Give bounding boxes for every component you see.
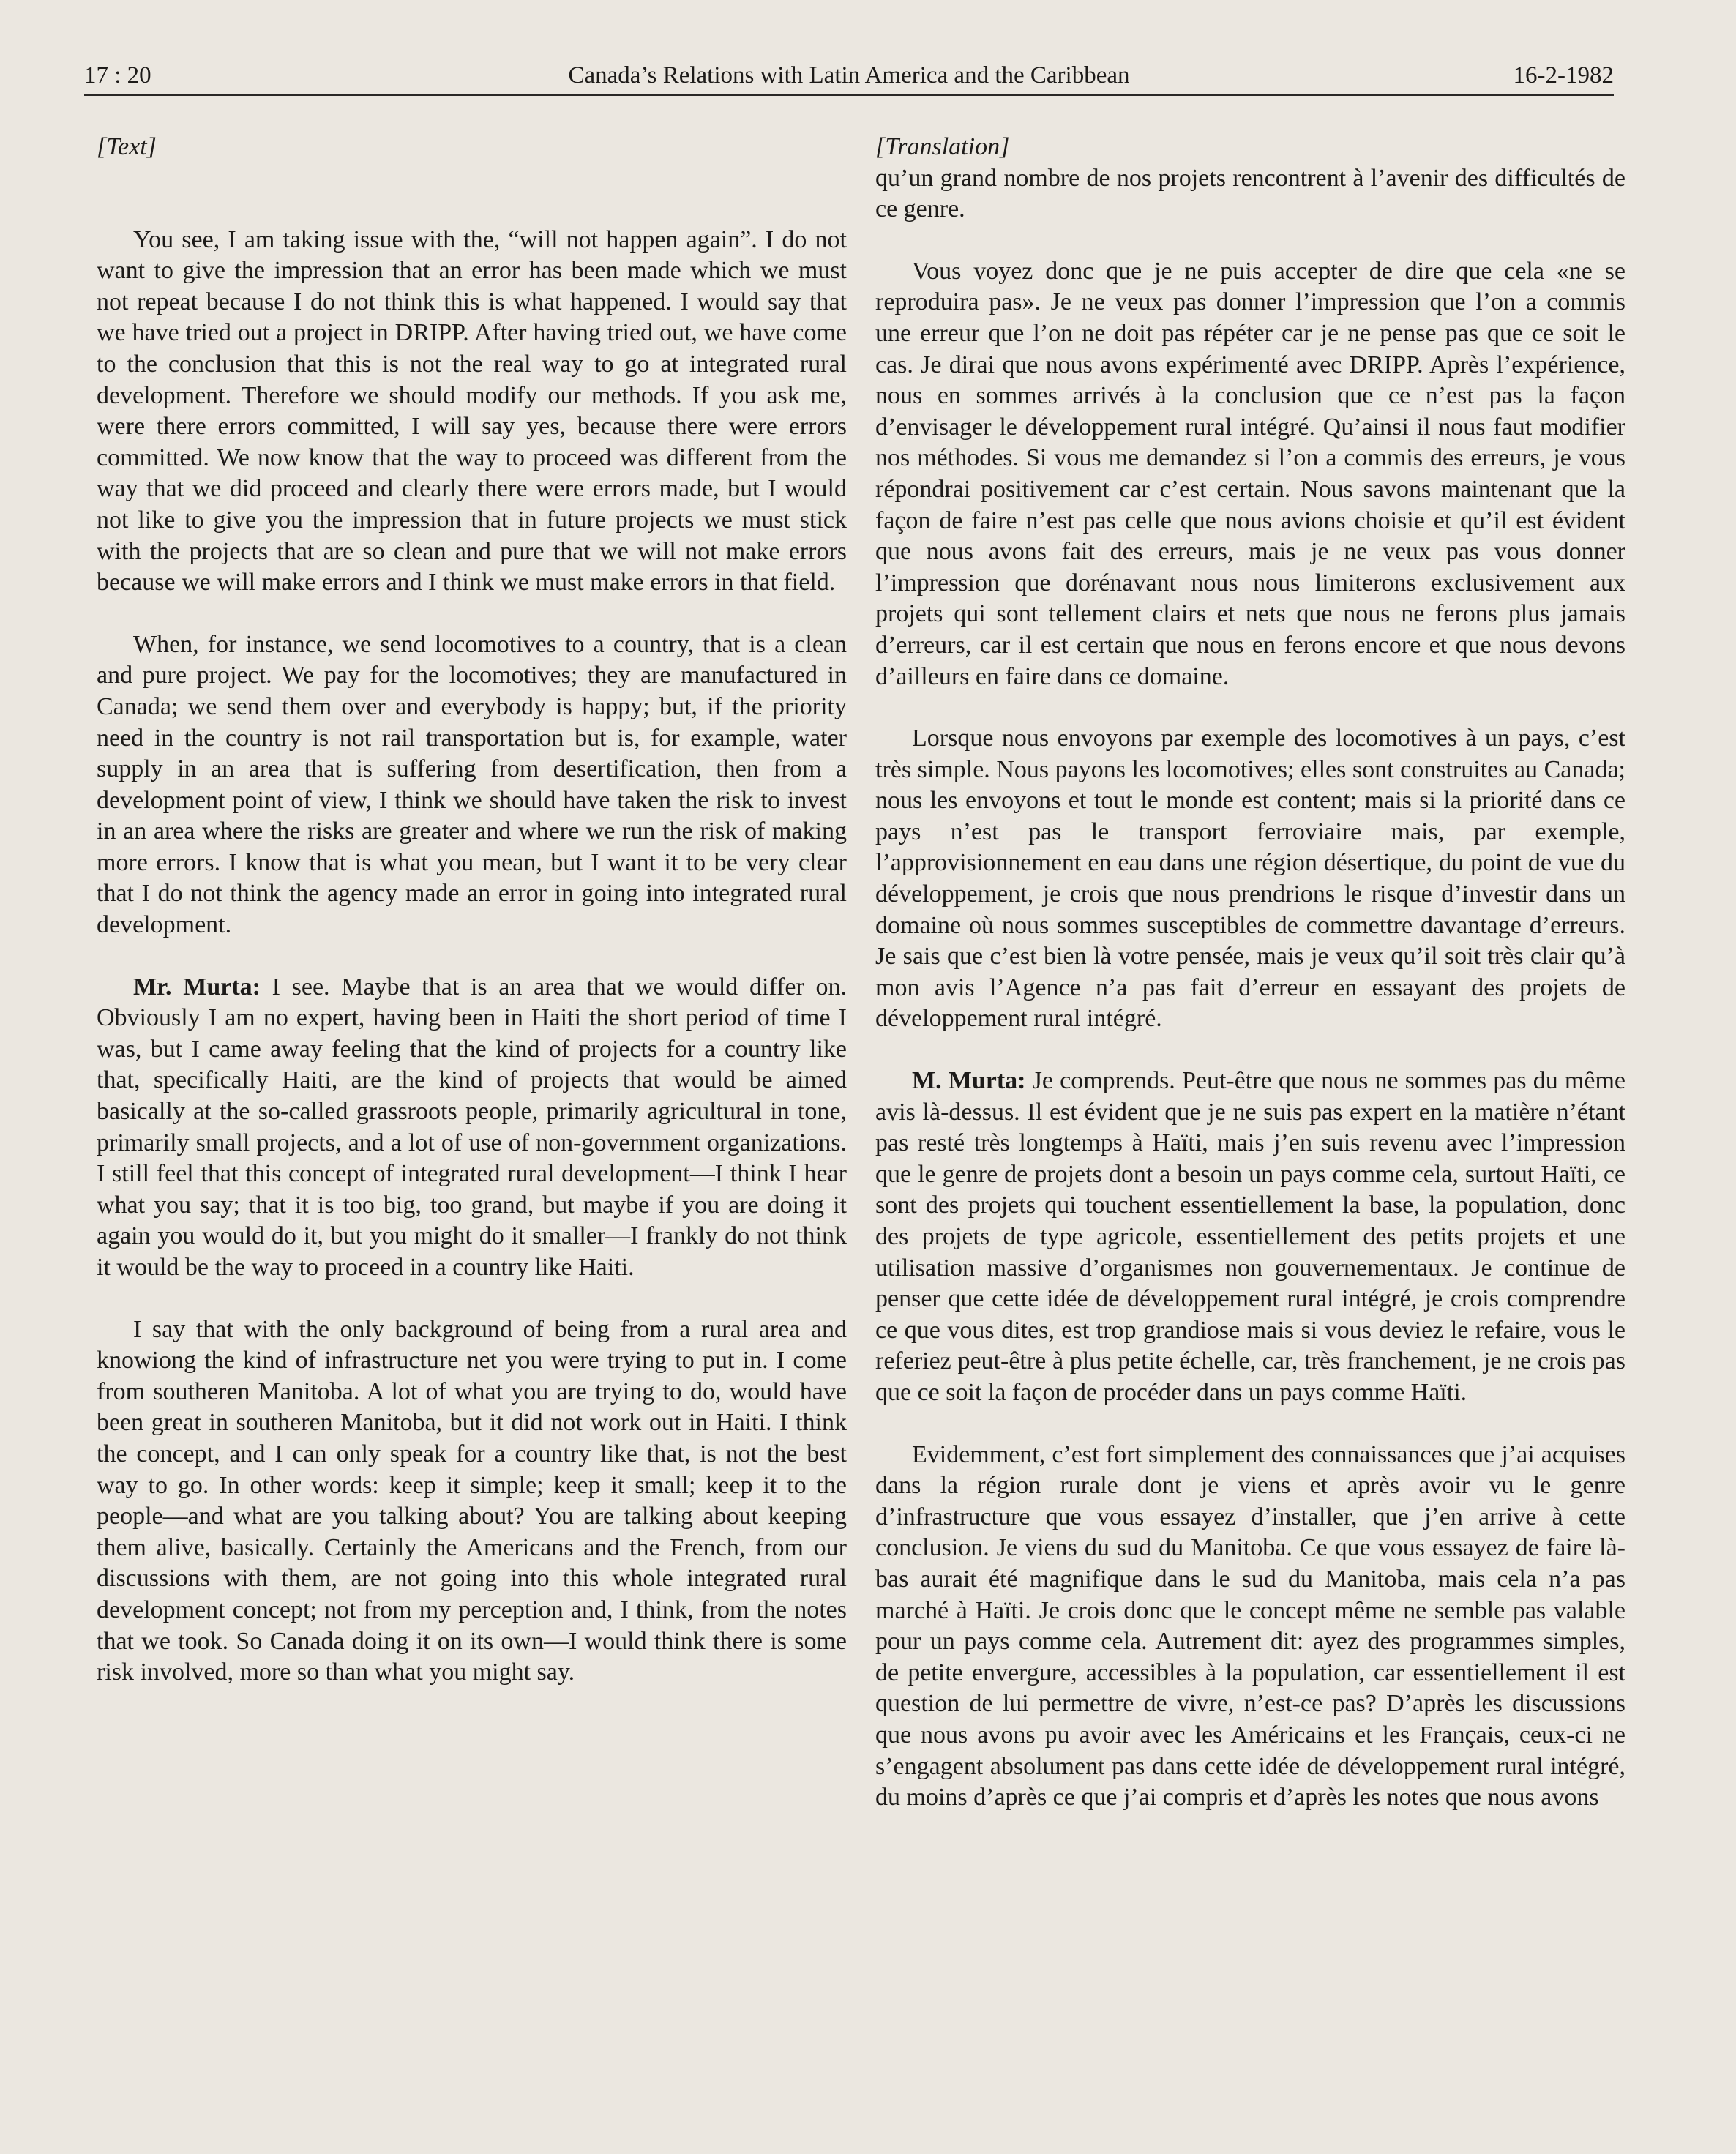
paragraph: Vous voyez donc que je ne puis accepter de dire que cela «ne se reproduira pas». Je ne veux pas donner l’impression que l’on a commis une erreur que l’on ne doit pas répéter car je ne pense pas que ce soit le cas. Je dirai que nous avons expérimenté avec DRIPP. Après l’expérience, nous en sommes arrivés à la conclusion que ce n’est pas la façon d’envisager le développement rural intégré. Qu’ainsi il nous faut modifier nos méthodes. Si vous me demandez si l’on a commis des erreurs, je vous répondrai positivement car c’est certain. Nous savons maintenant que la façon de faire n’est pas celle que nous avions choisie et qu’il est évident que nous avons fait des erreurs, mais je ne veux pas vous donner l’impression que dorénavant nous nous limiterons exclusivement aux projets qui sont tellement clairs et nets que nous ne ferons plus jamais d’erreurs, car il est certain que nous en ferons encore et que nous devons d’ailleurs en faire dans ce domaine. <box>875 257 1625 690</box>
speech-text: I see. Maybe that is an area that we would differ on. Obviously I am no expert, having been in Haiti the short period of time I was, but I came away feeling that the kind of projects for a country like that, specifically Haiti, are the kind of projects that would be aimed basically at the so-called grassroots people, primarily agricultural in tone, primarily small projects, and a lot of use of non-government organizations. I still feel that this concept of integrated rural development—I think I hear what you say; that it is too big, too grand, but maybe if you are doing it again you would do it, but you might do it smaller—I frankly do not think it would be the way to proceed in a country like Haiti. <box>97 973 848 1281</box>
speaker-name: Mr. Murta: <box>133 973 261 1001</box>
speaker-name: M. Murta: <box>912 1067 1026 1095</box>
right-column <box>875 132 1625 1844</box>
paragraph <box>875 1066 1625 1409</box>
paragraph: Evidemment, c’est fort simplement des connaissances que j’ai acquises dans la région rurale dont je viens et après avoir vu le genre d’infrastructure que vous essayez d’installer, que j’en arrive à cette conclusion. Je viens du sud du Manitoba. Ce que vous essayez de faire là-bas aurait été magnifique dans le sud du Manitoba, mais cela n’a pas marché à Haïti. Je crois donc que le concept même ne semble pas valable pour un pays comme cela. Autrement dit: ayez des programmes simples, de petite envergure, accessibles à la population, car essentiellement il est question de lui permettre de vivre, n’est-ce pas? D’après les discussions que nous avons pu avoir avec les Américains et les Français, ceux-ci ne s’engagent absolument pas dans cette idée de développement rural intégré, du moins d’après ce que j’ai compris et d’après les notes que nous avons <box>875 1440 1625 1811</box>
page-number: 17 : 20 <box>84 62 151 89</box>
language-label: [Translation] <box>875 133 1010 160</box>
header-rule <box>84 94 1614 96</box>
paragraph: I say that with the only background of being from a rural area and knowiong the kind of infrastructure net you were trying to put in. I come from southeren Manitoba. A lot of what you are trying to do, would have been great in southeren Manitoba, but it did not work out in Haiti. I think the concept, and I can only speak for a country like that, is not the best way to go. In other words: keep it simple; keep it small; keep it to the people—and what are you talking about? You are talking about keeping them alive, basically. Certainly the Americans and the French, from our discussions with them, are not going into this whole integrated rural development concept; not from my perception and, I think, from the notes that we took. So Canada doing it on its own—I would think there is some risk involved, more so than what you might say. <box>97 1315 847 1686</box>
paragraph <box>97 972 847 1284</box>
left-column <box>97 132 847 1719</box>
language-label: [Text] <box>97 133 157 160</box>
paragraph: Lorsque nous envoyons par exemple des locomotives à un pays, c’est très simple. Nous payons les locomotives; elles sont construites au Canada; nous les envoyons et tout le monde est content; mais si la priorité dans ce pays n’est pas le transport ferroviaire mais, par exemple, l’approvisionnement en eau dans une région désertique, du point de vue du développement, je crois que nous prendrions le risque d’investir dans un domaine où nous sommes susceptibles de commettre davantage d’erreurs. Je sais que c’est bien là votre pensée, mais je veux qu’il soit très clair qu’à mon avis l’Agence n’a pas fait d’erreur en essayant des projets de développement rural intégré. <box>875 725 1625 1033</box>
paragraph: When, for instance, we send locomotives to a country, that is a clean and pure project. We pay for the locomotives; they are manufactured in Canada; we send them over and everybody is happy; but, if the priority need in the country is not rail transportation but is, for example, water supply in an area that is suffering from desertification, then from a development point of view, I think we should have taken the risk to invest in an area where the risks are greater and where we run the risk of making more errors. I know that is what you mean, but I want it to be very clear that I do not think the agency made an error in going into integrated rural development. <box>97 630 847 939</box>
running-title: Canada’s Relations with Latin America and the Caribbean <box>568 62 1130 89</box>
speech-text: Je comprends. Peut-être que nous ne sommes pas du même avis là-dessus. Il est évident que je ne suis pas expert en la matière n’étant pas resté très longtemps à Haïti, mais j’en suis revenu avec l’impression que le genre de projets dont a besoin un pays comme cela, surtout Haïti, ce sont des projets qui touchent essentiellement la base, la population, donc des projets de type agricole, essentiellement des petits projets et une utilisation massive d’organismes non gouvernementaux. Je continue de penser que cette idée de développement rural intégré, je crois comprendre ce que vous dites, est trop grandiose mais si vous deviez le refaire, vous le referiez peut-être à plus petite échelle, car, très franchement, je ne crois pas que ce soit la façon de procéder dans un pays comme Haïti. <box>875 1067 1625 1406</box>
paragraph: You see, I am taking issue with the, “will not happen again”. I do not want to give the impression that an error has been made which we must not repeat because I do not think this is what happened. I would say that we have tried out a project in DRIPP. After having tried out, we have come to the conclusion that this is not the real way to go at integrated rural development. Therefore we should modify our methods. If you ask me, were there errors committed, I will say yes, because there were errors committed. We now know that the way to proceed was different from the way that we did proceed and clearly there were errors made, but I would not like to give you the impression that in future projects we must stick with the projects that are so clean and pure that we will not make errors because we will make errors and I think we must make errors in that field. <box>97 225 847 597</box>
header-date: 16-2-1982 <box>1513 62 1614 89</box>
paragraph: qu’un grand nombre de nos projets rencontrent à l’avenir des difficultés de ce genre. <box>875 164 1625 223</box>
page-header <box>84 57 1614 94</box>
